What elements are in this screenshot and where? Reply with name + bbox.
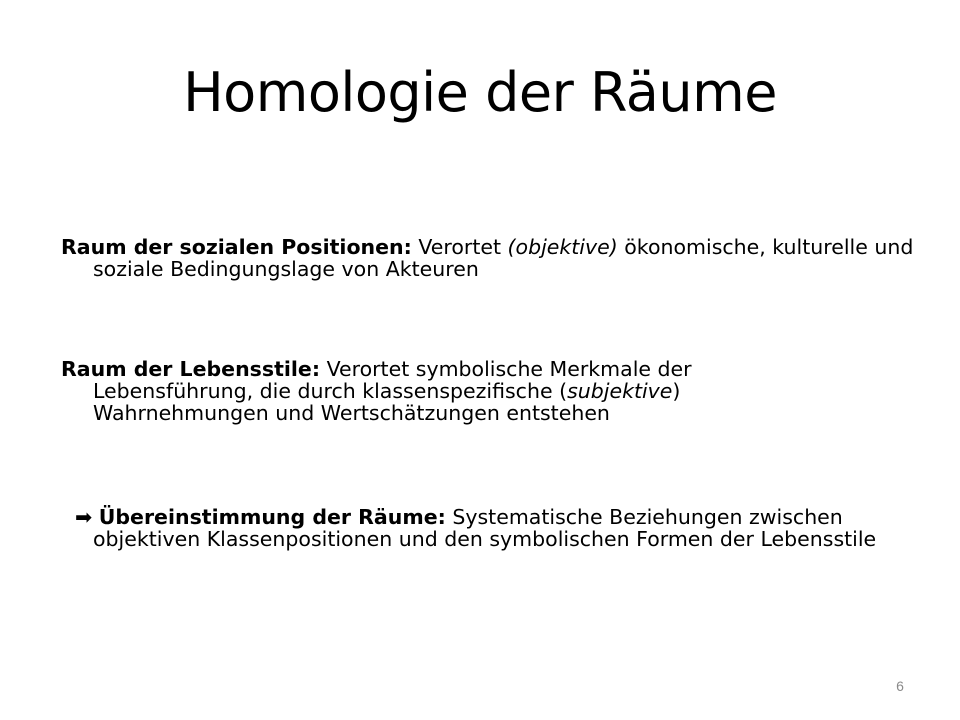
- page-number: 6: [896, 678, 904, 694]
- paragraph-heading: Übereinstimmung der Räume:: [98, 505, 446, 529]
- right-arrow-icon: ➡: [75, 505, 93, 529]
- paragraph-text: ökonomische, kulturelle und soziale Bedingungslage von Akteuren: [93, 235, 914, 281]
- paragraph-heading: Raum der Lebensstile:: [61, 357, 321, 381]
- paragraph-emphasis: (objektive): [507, 235, 618, 259]
- paragraph-social-positions: [61, 236, 923, 280]
- slide-title: Homologie der Räume: [183, 61, 777, 124]
- paragraph-text: Verortet: [411, 235, 508, 259]
- paragraph-emphasis: subjektive: [567, 379, 673, 403]
- paragraph-text: ) Wahrnehmungen und Wertschätzungen entstehen: [93, 379, 681, 425]
- paragraph-conclusion: [75, 506, 893, 550]
- paragraph-text: Systematische Beziehungen zwischen objektiven Klassenpositionen und den symbolischen Formen der Lebensstile: [93, 505, 877, 551]
- paragraph-text: Verortet symbolische Merkmale der Lebensführung, die durch klassenspezifische (: [93, 357, 692, 403]
- paragraph-heading: Raum der sozialen Positionen:: [61, 235, 412, 259]
- paragraph-lifestyles: [61, 358, 853, 424]
